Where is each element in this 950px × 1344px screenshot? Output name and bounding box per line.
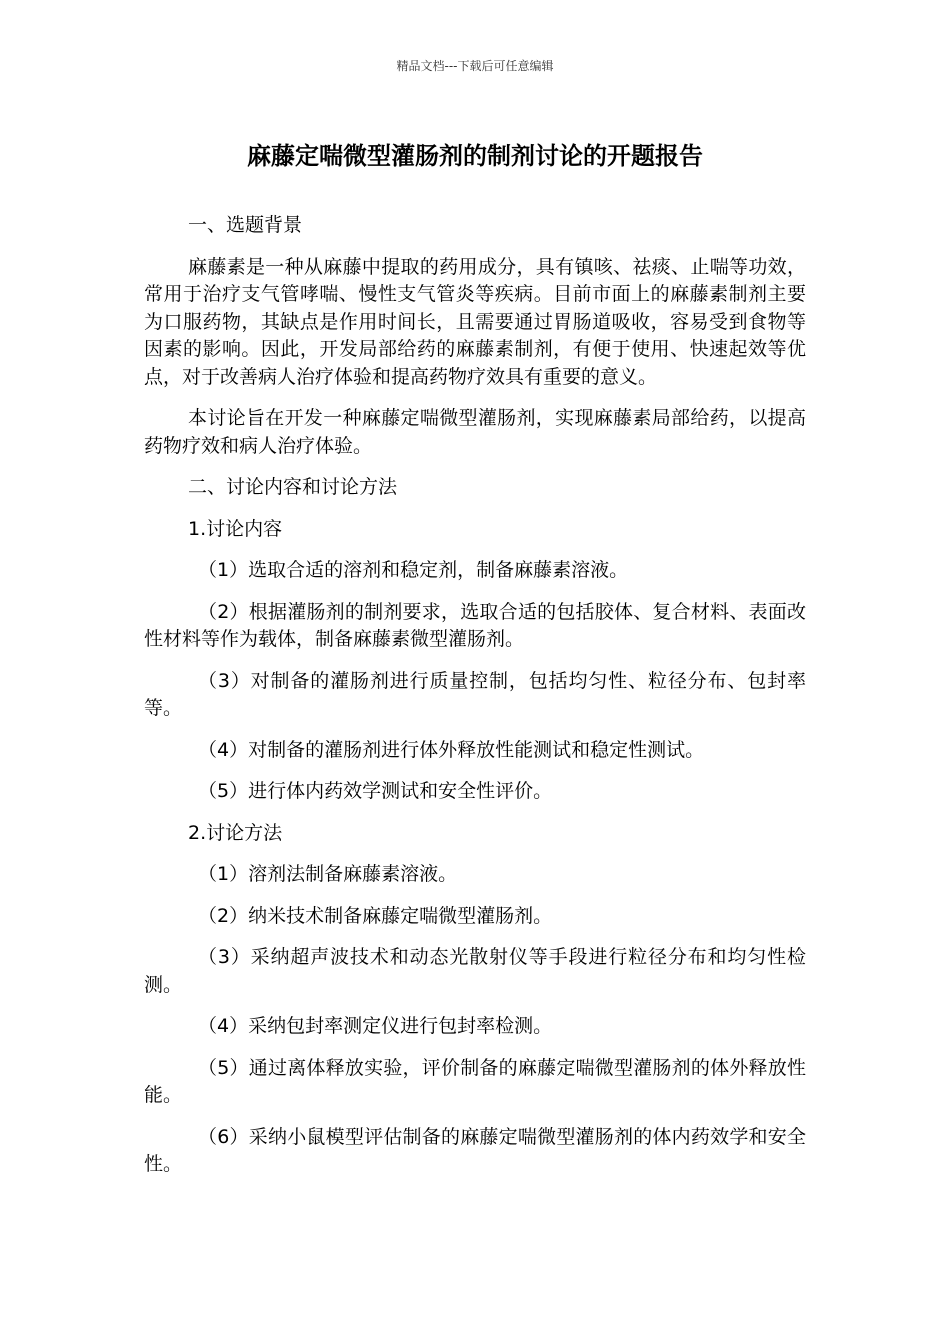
method-item: （6）采纳小鼠模型评估制备的麻藤定喘微型灌肠剂的体内药效学和安全性。 bbox=[144, 1125, 806, 1175]
section-heading-content-methods: 二、讨论内容和讨论方法 bbox=[188, 476, 398, 498]
paragraph-aim: 本讨论旨在开发一种麻藤定喘微型灌肠剂，实现麻藤素局部给药，以提高药物疗效和病人治疗体验。 bbox=[144, 407, 806, 457]
page-header: 精品文档---下载后可任意编辑 bbox=[396, 59, 554, 73]
subheading-content: 1.讨论内容 bbox=[188, 517, 283, 540]
method-item: （2）纳米技术制备麻藤定喘微型灌肠剂。 bbox=[198, 904, 553, 927]
method-item: （4）采纳包封率测定仪进行包封率检测。 bbox=[198, 1015, 553, 1037]
content-item: （5）进行体内药效学测试和安全性评价。 bbox=[198, 780, 553, 802]
section-heading-background: 一、选题背景 bbox=[188, 214, 303, 236]
content-item: （1）选取合适的溶剂和稳定剂，制备麻藤素溶液。 bbox=[198, 559, 629, 581]
content-item: （4）对制备的灌肠剂进行体外释放性能测试和稳定性测试。 bbox=[198, 738, 705, 761]
paragraph-background: 麻藤素是一种从麻藤中提取的药用成分，具有镇咳、祛痰、止喘等功效，常用于治疗支气管哮喘、慢性支气管炎等疾病。目前市面上的麻藤素制剂主要为口服药物，其缺点是作用时间长，且需要通过胃肠道吸收，容易受到食物等因素的影响。因此，开发局部给药的麻藤素制剂，有便于使用、快速起效等优点，对于改善病人治疗体验和提高药物疗效具有重要的意义。 bbox=[144, 255, 806, 388]
method-item: （3）采纳超声波技术和动态光散射仪等手段进行粒径分布和均匀性检测。 bbox=[144, 946, 806, 996]
document-title: 麻藤定喘微型灌肠剂的制剂讨论的开题报告 bbox=[247, 142, 703, 170]
method-item: （1）溶剂法制备麻藤素溶液。 bbox=[198, 863, 458, 885]
content-item: （3）对制备的灌肠剂进行质量控制，包括均匀性、粒径分布、包封率等。 bbox=[144, 669, 806, 719]
content-item: （2）根据灌肠剂的制剂要求，选取合适的包括胶体、复合材料、表面改性材料等作为载体，制备麻藤素微型灌肠剂。 bbox=[144, 600, 806, 650]
method-item: （5）通过离体释放实验，评价制备的麻藤定喘微型灌肠剂的体外释放性能。 bbox=[144, 1056, 806, 1106]
subheading-methods: 2.讨论方法 bbox=[188, 821, 283, 844]
document-body bbox=[144, 212, 806, 1193]
